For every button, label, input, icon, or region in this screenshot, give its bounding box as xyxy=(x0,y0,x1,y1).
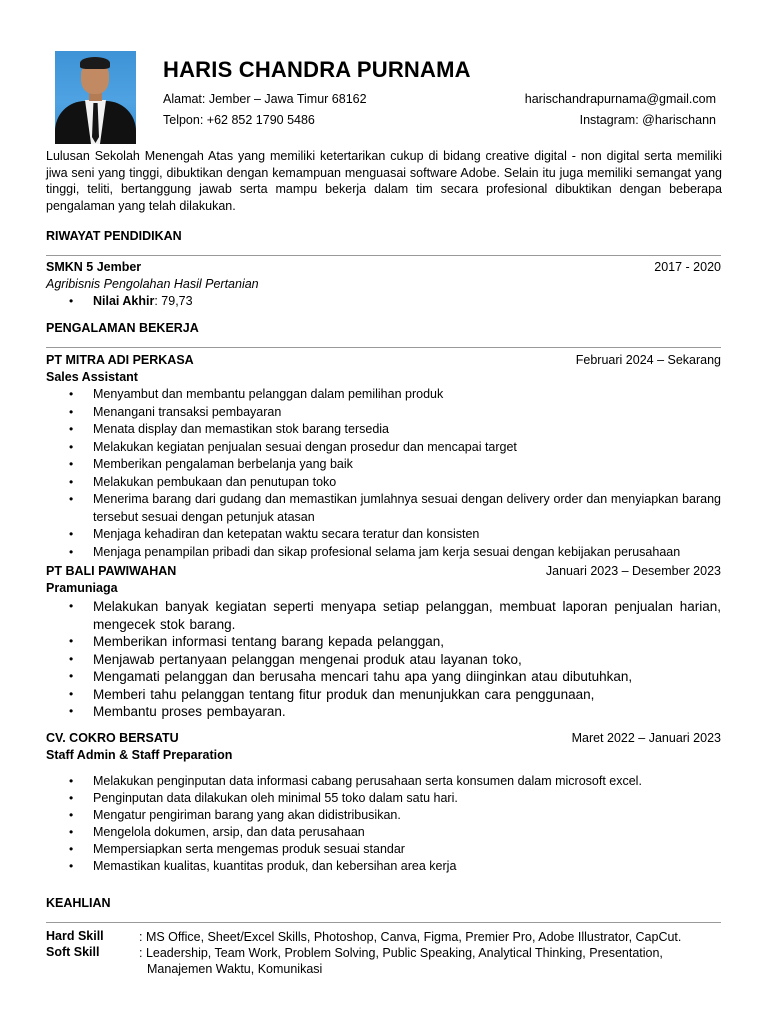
list-item: • Membantu proses pembayaran. xyxy=(46,703,721,721)
list-item: • Melakukan kegiatan penjualan sesuai dengan prosedur dan mencapai target xyxy=(46,439,721,457)
list-item: • Mengelola dokumen, arsip, dan data perusahaan xyxy=(46,824,721,841)
company-name: PT MITRA ADI PERKASA xyxy=(46,353,194,367)
list-item: • Menjaga penampilan pribadi dan sikap profesional selama jam kerja sesuai dengan kebijakan perusahaan xyxy=(46,544,721,562)
list-item: • Melakukan banyak kegiatan seperti menyapa setiap pelanggan, membuat laporan penjualan harian, mengecek stok barang. xyxy=(46,598,721,633)
school-name: SMKN 5 Jember xyxy=(46,260,142,274)
section-divider xyxy=(46,347,721,348)
education-details xyxy=(46,293,721,310)
address-text: Alamat: Jember – Jawa Timur 68162 xyxy=(163,92,367,106)
job-period: Februari 2024 – Sekarang xyxy=(575,353,721,367)
list-item: • Menangani transaksi pembayaran xyxy=(46,404,721,422)
soft-skill-line: : Leadership, Team Work, Problem Solving, Public Speaking, Analytical Thinking, Presentation, xyxy=(139,946,663,960)
list-item: • Mengatur pengiriman barang yang akan didistribusikan. xyxy=(46,807,721,824)
section-divider xyxy=(46,922,721,923)
soft-skill-label: Soft Skill xyxy=(46,945,100,959)
list-item: • Memastikan kualitas, kuantitas produk, dan kebersihan area kerja xyxy=(46,858,721,875)
candidate-name: HARIS CHANDRA PURNAMA xyxy=(163,57,471,82)
experience-section-title: PENGALAMAN BEKERJA xyxy=(46,321,199,335)
education-period: 2017 - 2020 xyxy=(654,260,721,274)
list-item: • Menata display dan memastikan stok barang tersedia xyxy=(46,421,721,439)
profile-summary: Lulusan Sekolah Menengah Atas yang memiliki ketertarikan cukup di bidang creative digital - non digital serta memiliki jiwa seni yang tinggi, dibuktikan dengan kemampuan menguasai software Adobe. Selain itu juga memiliki semangat yang tinggi, teliti, bertanggung jawab serta mampu bekerja dalam tim secara profesional dibuktikan dengan beberapa pengalaman yang telah dilakukan. xyxy=(46,149,722,213)
profile-photo xyxy=(55,51,136,144)
list-item: • Penginputan data dilakukan oleh minimal 55 toko dalam satu hari. xyxy=(46,790,721,807)
job-role: Sales Assistant xyxy=(46,370,138,384)
list-item: • Melakukan penginputan data informasi cabang perusahaan serta konsumen dalam microsoft excel. xyxy=(46,773,721,790)
company-name: PT BALI PAWIWAHAN xyxy=(46,564,177,578)
list-item: • Menjaga kehadiran dan ketepatan waktu secara teratur dan konsisten xyxy=(46,526,721,544)
list-item: • Memberi tahu pelanggan tentang fitur produk dan menunjukkan cara penggunaan, xyxy=(46,686,721,704)
hard-skill-label: Hard Skill xyxy=(46,929,104,943)
list-item: • Menyambut dan membantu pelanggan dalam pemilihan produk xyxy=(46,386,721,404)
job-duties-list xyxy=(46,386,721,561)
list-item: • Mempersiapkan serta mengemas produk sesuai standar xyxy=(46,841,721,858)
job-period: Maret 2022 – Januari 2023 xyxy=(571,731,721,745)
list-item: • Menjawab pertanyaan pelanggan mengenai produk atau layanan toko, xyxy=(46,651,721,669)
list-item: • Melakukan pembukaan dan penutupan toko xyxy=(46,474,721,492)
list-item: • Mengamati pelanggan dan berusaha mencari tahu apa yang diinginkan atau dibutuhkan, xyxy=(46,668,721,686)
list-item: • Menerima barang dari gudang dan memastikan jumlahnya sesuai dengan delivery order dan menyiapkan barang tersebut sesuai dengan petunjuk atasan xyxy=(46,491,721,526)
list-item: • Memberikan informasi tentang barang kepada pelanggan, xyxy=(46,633,721,651)
soft-skill-line: Manajemen Waktu, Komunikasi xyxy=(147,962,323,976)
email-text: harischandrapurnama@gmail.com xyxy=(524,92,716,106)
job-role: Pramuniaga xyxy=(46,581,118,595)
section-divider xyxy=(46,255,721,256)
job-duties-list xyxy=(46,598,721,721)
company-name: CV. COKRO BERSATU xyxy=(46,731,179,745)
list-item: • Memberikan pengalaman berbelanja yang baik xyxy=(46,456,721,474)
job-role: Staff Admin & Staff Preparation xyxy=(46,748,233,762)
grade-label: Nilai Akhir xyxy=(93,294,155,308)
education-section-title: RIWAYAT PENDIDIKAN xyxy=(46,229,182,243)
skills-section-title: KEAHLIAN xyxy=(46,896,111,910)
job-period: Januari 2023 – Desember 2023 xyxy=(545,564,721,578)
phone-text: Telpon: +62 852 1790 5486 xyxy=(163,113,315,127)
school-major: Agribisnis Pengolahan Hasil Pertanian xyxy=(46,277,259,291)
list-item xyxy=(46,293,721,310)
job-duties-list xyxy=(46,773,721,875)
soft-skill-value xyxy=(139,945,729,977)
instagram-text: Instagram: @harischann xyxy=(579,113,716,127)
hard-skill-value: : MS Office, Sheet/Excel Skills, Photoshop, Canva, Figma, Premier Pro, Adobe Illustrator, CapCut. xyxy=(139,930,682,944)
grade-value: : 79,73 xyxy=(154,294,193,308)
